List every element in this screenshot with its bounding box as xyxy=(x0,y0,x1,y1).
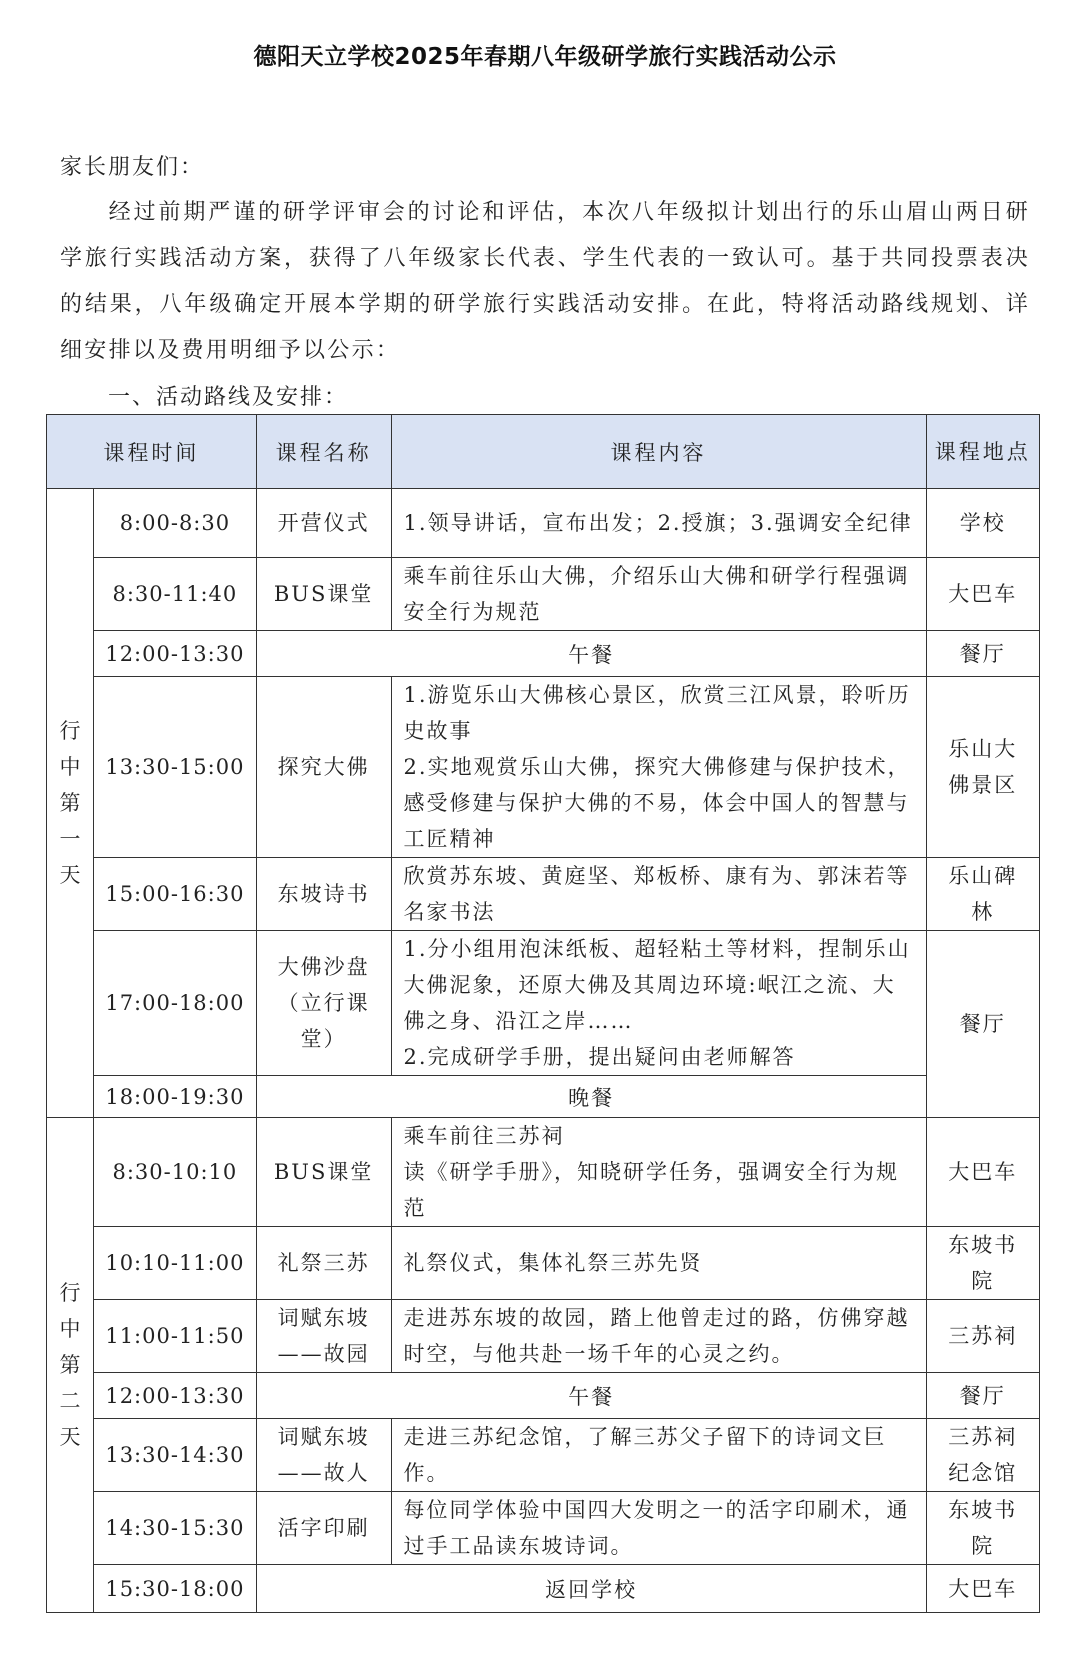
table-row xyxy=(47,1419,1040,1492)
table-row xyxy=(47,558,1040,631)
row-location: 餐厅 xyxy=(926,631,1039,677)
header-time: 课程时间 xyxy=(47,415,257,489)
row-location: 学校 xyxy=(926,489,1039,558)
table-row xyxy=(47,931,1040,1076)
schedule-table xyxy=(46,414,1040,1613)
table-row xyxy=(47,489,1040,558)
row-time: 13:30-15:00 xyxy=(94,677,257,858)
day1-label: 行中第一天 xyxy=(59,719,81,887)
row-time: 12:00-13:30 xyxy=(94,1373,257,1419)
row-location: 乐山大佛景区 xyxy=(926,677,1039,858)
row-content: 礼祭仪式，集体礼祭三苏先贤 xyxy=(391,1227,926,1300)
row-time: 14:30-15:30 xyxy=(94,1492,257,1565)
document-title: 德阳天立学校2025年春期八年级研学旅行实践活动公示 xyxy=(253,44,837,70)
row-time: 12:00-13:30 xyxy=(94,631,257,677)
row-location: 乐山碑林 xyxy=(926,858,1039,931)
row-time: 10:10-11:00 xyxy=(94,1227,257,1300)
row-name: 礼祭三苏 xyxy=(256,1227,391,1300)
day2-label-cell xyxy=(47,1118,94,1613)
row-content: 走进三苏纪念馆，了解三苏父子留下的诗词文巨作。 xyxy=(391,1419,926,1492)
row-time: 8:30-10:10 xyxy=(94,1118,257,1227)
row-content: 走进苏东坡的故园，踏上他曾走过的路，仿佛穿越时空，与他共赴一场千年的心灵之约。 xyxy=(391,1300,926,1373)
row-name: 词赋东坡——故人 xyxy=(256,1419,391,1492)
table-row xyxy=(47,1373,1040,1419)
row-time: 18:00-19:30 xyxy=(94,1076,257,1118)
row-location: 餐厅 xyxy=(926,1373,1039,1419)
table-row xyxy=(47,1565,1040,1613)
row-name: 词赋东坡——故园 xyxy=(256,1300,391,1373)
row-name: BUS课堂 xyxy=(256,1118,391,1227)
row-location: 大巴车 xyxy=(926,1565,1039,1613)
row-merged: 晚餐 xyxy=(256,1076,926,1118)
row-name: 探究大佛 xyxy=(256,677,391,858)
row-merged: 午餐 xyxy=(256,1373,926,1419)
row-time: 15:00-16:30 xyxy=(94,858,257,931)
row-content: 乘车前往三苏祠 读《研学手册》，知晓研学任务，强调安全行为规范 xyxy=(391,1118,926,1227)
day1-label-cell xyxy=(47,489,94,1118)
row-name: BUS课堂 xyxy=(256,558,391,631)
table-row xyxy=(47,1118,1040,1227)
table-row xyxy=(47,677,1040,858)
row-content: 乘车前往乐山大佛，介绍乐山大佛和研学行程强调安全行为规范 xyxy=(391,558,926,631)
row-content: 1.游览乐山大佛核心景区，欣赏三江风景，聆听历史故事 2.实地观赏乐山大佛，探究大佛修建与保护技术，感受修建与保护大佛的不易，体会中国人的智慧与工匠精神 xyxy=(391,677,926,858)
row-location: 东坡书院 xyxy=(926,1227,1039,1300)
row-name: 东坡诗书 xyxy=(256,858,391,931)
row-location: 三苏祠纪念馆 xyxy=(926,1419,1039,1492)
intro-paragraph xyxy=(60,190,1030,374)
row-content: 1.分小组用泡沫纸板、超轻粘土等材料，捏制乐山大佛泥象，还原大佛及其周边环境:岷江之流、大佛之身、沿江之岸…… 2.完成研学手册，提出疑问由老师解答 xyxy=(391,931,926,1076)
header-location: 课程地点 xyxy=(926,415,1039,489)
table-row xyxy=(47,631,1040,677)
table-row xyxy=(47,1076,1040,1118)
row-time: 8:00-8:30 xyxy=(94,489,257,558)
greeting: 家长朋友们： xyxy=(60,155,205,180)
row-location: 大巴车 xyxy=(926,558,1039,631)
row-time: 8:30-11:40 xyxy=(94,558,257,631)
row-time: 13:30-14:30 xyxy=(94,1419,257,1492)
row-time: 17:00-18:00 xyxy=(94,931,257,1076)
table-row xyxy=(47,1492,1040,1565)
section-heading: 一、活动路线及安排： xyxy=(108,385,349,410)
row-name: 大佛沙盘（立行课堂） xyxy=(256,931,391,1076)
table-header-row xyxy=(47,415,1040,489)
row-name: 开营仪式 xyxy=(256,489,391,558)
row-location: 餐厅 xyxy=(926,931,1039,1118)
day2-label: 行中第二天 xyxy=(59,1281,81,1449)
row-location: 东坡书院 xyxy=(926,1492,1039,1565)
header-content: 课程内容 xyxy=(391,415,926,489)
row-content: 欣赏苏东坡、黄庭坚、郑板桥、康有为、郭沫若等名家书法 xyxy=(391,858,926,931)
row-time: 11:00-11:50 xyxy=(94,1300,257,1373)
row-name: 活字印刷 xyxy=(256,1492,391,1565)
header-name: 课程名称 xyxy=(256,415,391,489)
row-merged: 返回学校 xyxy=(256,1565,926,1613)
table-row xyxy=(47,858,1040,931)
table-row xyxy=(47,1300,1040,1373)
table-row xyxy=(47,1227,1040,1300)
row-content: 1.领导讲话，宣布出发；2.授旗；3.强调安全纪律 xyxy=(391,489,926,558)
intro-text: 经过前期严谨的研学评审会的讨论和评估，本次八年级拟计划出行的乐山眉山两日研学旅行实践活动方案，获得了八年级家长代表、学生代表的一致认可。基于共同投票表决的结果，八年级确定开展本学期的研学旅行实践活动安排。在此，特将活动路线规划、详细安排以及费用明细予以公示： xyxy=(60,200,1030,363)
row-content: 每位同学体验中国四大发明之一的活字印刷术，通过手工品读东坡诗词。 xyxy=(391,1492,926,1565)
row-location: 三苏祠 xyxy=(926,1300,1039,1373)
row-merged: 午餐 xyxy=(256,631,926,677)
row-time: 15:30-18:00 xyxy=(94,1565,257,1613)
row-location: 大巴车 xyxy=(926,1118,1039,1227)
